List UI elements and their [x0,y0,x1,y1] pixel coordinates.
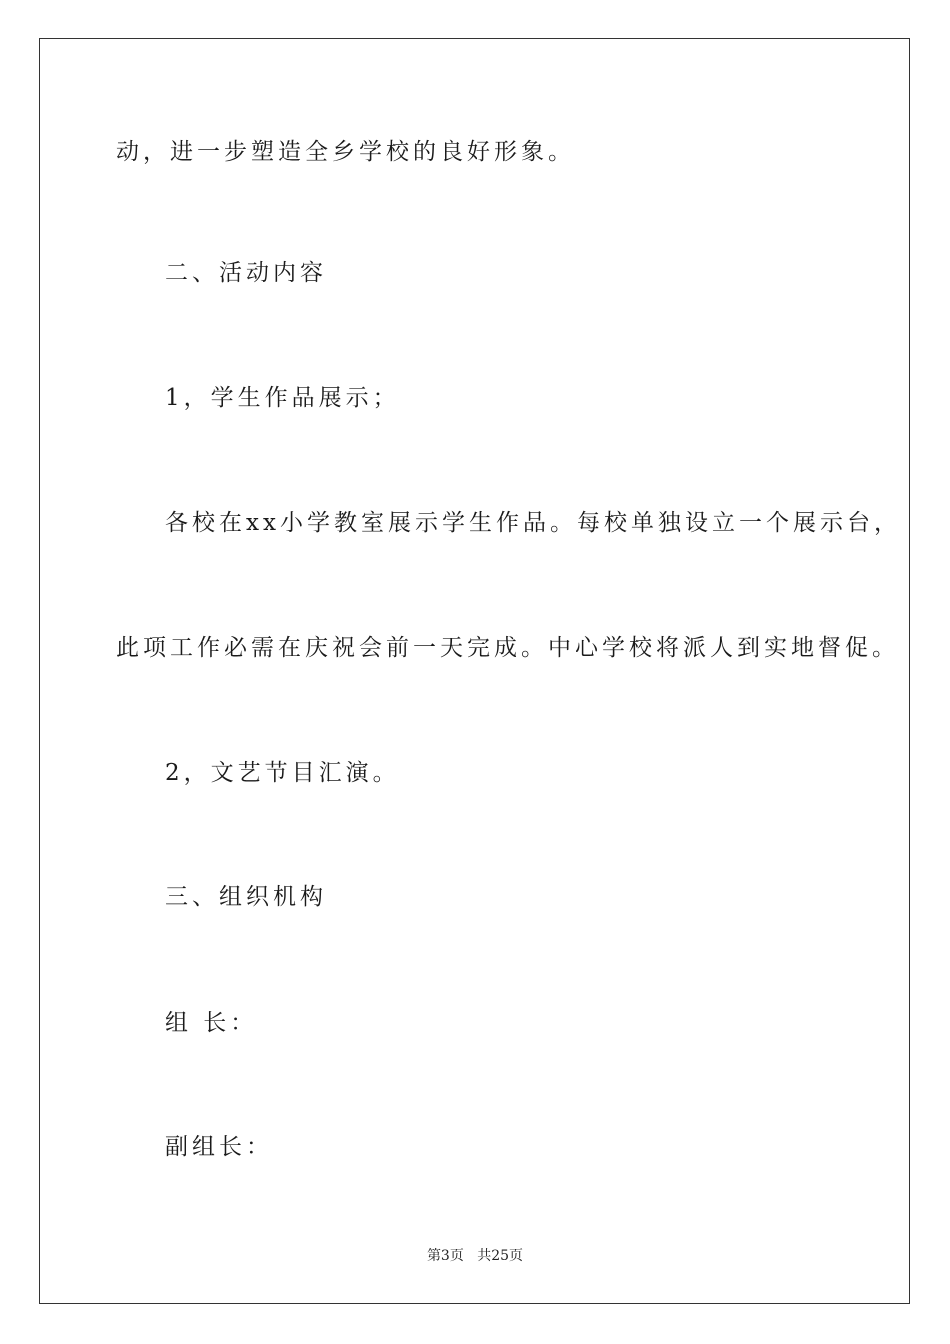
page-number: 第3页 [426,1248,464,1264]
page-frame [39,38,910,1304]
list-item-performance: 2，文艺节目汇演。 [165,760,400,786]
field-label-deputy-leader: 副组长： [165,1134,273,1160]
section-heading-organization: 三、组织机构 [165,884,327,910]
field-label-leader: 组 长： [165,1010,258,1036]
section-heading-activity-content: 二、活动内容 [165,260,327,286]
paragraph-exhibition: 各校在xx小学教室展示学生作品。每校单独设立一个展示台， [165,510,901,536]
paragraph-exhibition-continued: 此项工作必需在庆祝会前一天完成。中心学校将派人到实地督促。 [116,635,899,661]
page-footer [0,1245,950,1265]
list-item-student-works: 1，学生作品展示； [165,385,400,411]
page-total: 共25页 [477,1248,524,1264]
paragraph-continuation: 动，进一步塑造全乡学校的良好形象。 [116,139,575,165]
